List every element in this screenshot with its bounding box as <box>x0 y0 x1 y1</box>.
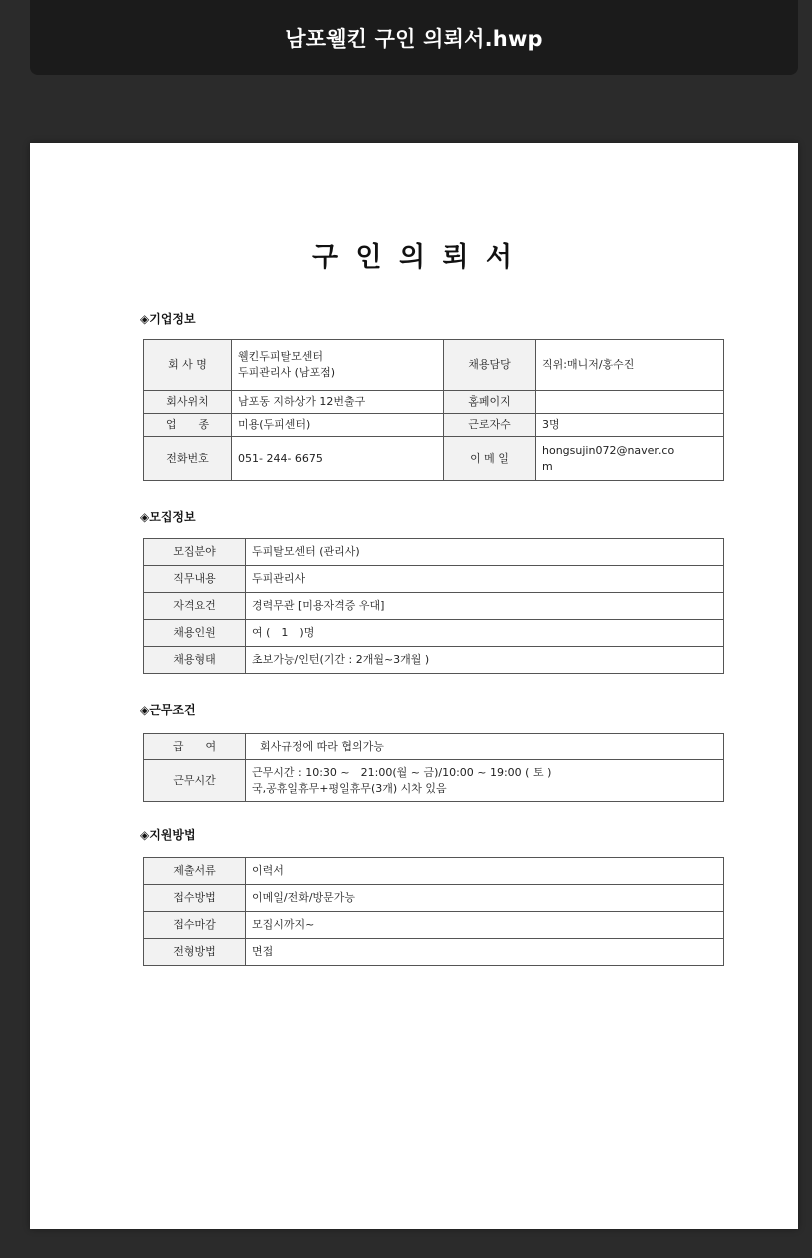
table-cell: 두피탈모센터 (관리사) <box>246 539 724 566</box>
table-label: 직무내용 <box>144 566 246 593</box>
document-page[interactable] <box>30 143 798 1229</box>
table-label: 이 메 일 <box>444 437 536 481</box>
table-cell: 3명 <box>536 414 724 437</box>
table-cell: 이력서 <box>246 858 724 885</box>
section-heading-company: ◈기업정보 <box>140 312 196 326</box>
table-cell: 모집시까지~ <box>246 912 724 939</box>
table-row <box>144 647 724 674</box>
table-label: 자격요건 <box>144 593 246 620</box>
table-cell: 051- 244- 6675 <box>232 437 444 481</box>
table-label: 제출서류 <box>144 858 246 885</box>
table-row <box>144 912 724 939</box>
table-label: 급 여 <box>144 734 246 760</box>
table-label: 근무시간 <box>144 760 246 802</box>
table-cell: hongsujin072@naver.co m <box>536 437 724 481</box>
table-row <box>144 437 724 481</box>
table-label: 모집분야 <box>144 539 246 566</box>
table-row <box>144 593 724 620</box>
table-row <box>144 760 724 802</box>
conditions-table <box>143 733 724 802</box>
table-row <box>144 391 724 414</box>
company-info-table <box>143 339 724 481</box>
table-row <box>144 885 724 912</box>
document-title: 구 인 의 뢰 서 <box>311 242 516 273</box>
table-row <box>144 939 724 966</box>
window-title-bar <box>30 0 798 75</box>
table-label: 업 종 <box>144 414 232 437</box>
recruit-info-table <box>143 538 724 674</box>
table-row <box>144 414 724 437</box>
table-label: 홈페이지 <box>444 391 536 414</box>
table-label: 근로자수 <box>444 414 536 437</box>
table-cell: 여 ( 1 )명 <box>246 620 724 647</box>
table-cell: 면접 <box>246 939 724 966</box>
table-label: 전화번호 <box>144 437 232 481</box>
table-cell: 근무시간 : 10:30 ~ 21:00(월 ~ 금)/10:00 ~ 19:00 ( 토 ) 국,공휴일휴무+평일휴무(3개) 시차 있음 <box>246 760 724 802</box>
table-label: 접수방법 <box>144 885 246 912</box>
table-cell: 미용(두피센터) <box>232 414 444 437</box>
section-heading-apply: ◈지원방법 <box>140 828 196 842</box>
table-row <box>144 858 724 885</box>
table-cell: 경력무관 [미용자격증 우대] <box>246 593 724 620</box>
table-cell: 남포동 지하상가 12번출구 <box>232 391 444 414</box>
table-row <box>144 734 724 760</box>
table-cell: 웰킨두피탈모센터 두피관리사 (남포점) <box>232 340 444 391</box>
table-row <box>144 566 724 593</box>
table-label: 채용담당 <box>444 340 536 391</box>
table-label: 회 사 명 <box>144 340 232 391</box>
table-row <box>144 620 724 647</box>
table-cell: 이메일/전화/방문가능 <box>246 885 724 912</box>
table-cell: 초보가능/인턴(기간 : 2개월~3개월 ) <box>246 647 724 674</box>
table-label: 전형방법 <box>144 939 246 966</box>
table-label: 채용인원 <box>144 620 246 647</box>
section-heading-recruit: ◈모집정보 <box>140 510 196 524</box>
table-cell: 회사규정에 따라 협의가능 <box>246 734 724 760</box>
table-label: 접수마감 <box>144 912 246 939</box>
table-cell: 직위:매니저/홍수진 <box>536 340 724 391</box>
table-cell <box>536 391 724 414</box>
table-label: 회사위치 <box>144 391 232 414</box>
table-row <box>144 539 724 566</box>
section-heading-conditions: ◈근무조건 <box>140 703 196 717</box>
apply-table <box>143 857 724 966</box>
table-cell: 두피관리사 <box>246 566 724 593</box>
window-title: 남포웰킨 구인 의뢰서.hwp <box>285 26 543 51</box>
table-label: 채용형태 <box>144 647 246 674</box>
table-row <box>144 340 724 391</box>
